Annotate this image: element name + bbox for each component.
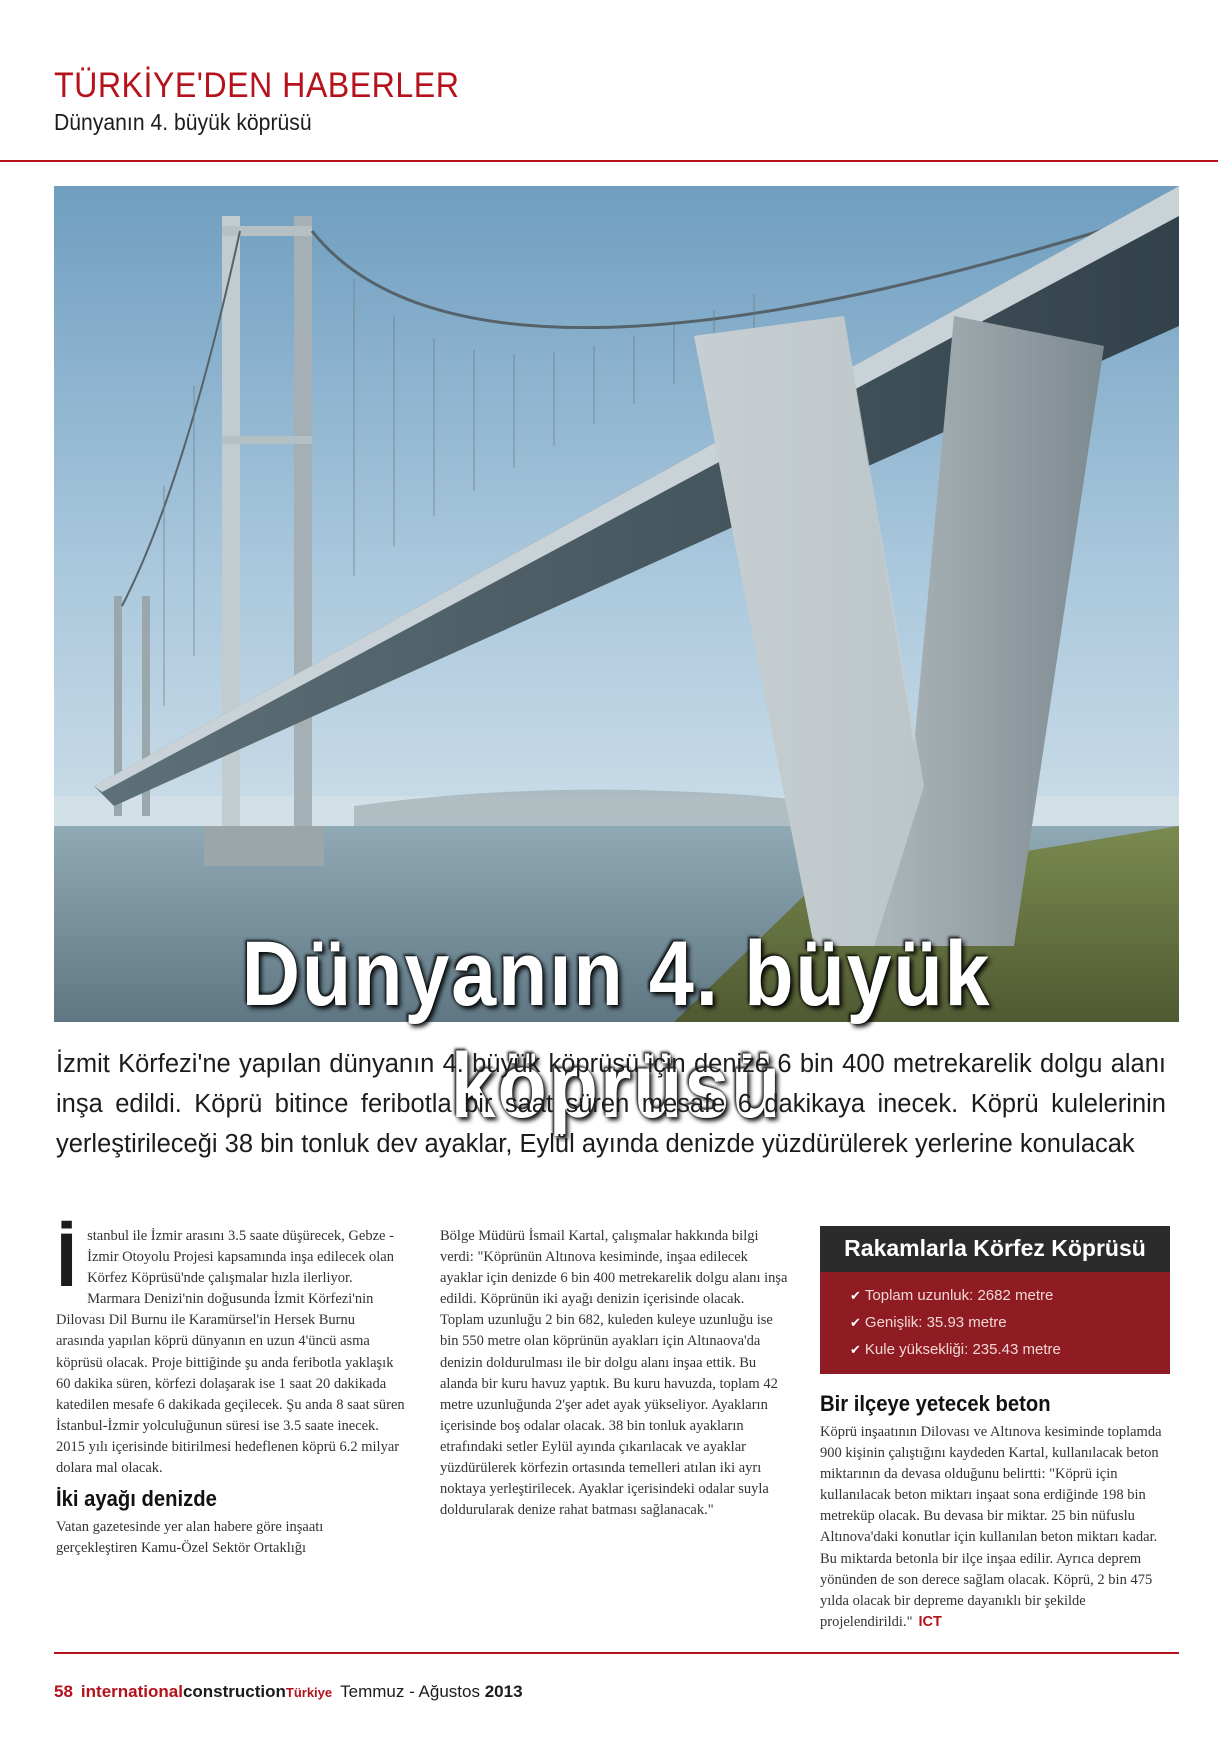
fact-box-title: Rakamlarla Körfez Köprüsü: [820, 1226, 1170, 1272]
fact-item: ✔ Toplam uzunluk: 2682 metre: [850, 1287, 1054, 1304]
hero-image: [54, 186, 1179, 1022]
article-paragraph: Bölge Müdürü İsmail Kartal, çalışmalar hakkında bilgi verdi: "Köprünün Altınova kesiminde, inşaa edilecek ayaklar için denizde 6 bin 400 metrekarelik dolgu alanı inşa edildi. Köprünün iki ayağı denizin içerisinde olacak. Toplam uzunluğu 2 bin 682, kuleden kuleye uzunluğu ise bin 550 metre olan köprünün ayakları için Altınaova'da denizin doldurulması ile bir dolgu alanı inşaa ettik. Bu alanda bir kuru havuz yaptık. Bu kuru havuzda, toplam 42 metre uzunluğunda 2'şer adet ayak yükseliyor. Ayakların içerisinde boş odalar olacak. 38 bin tonluk ayakların etrafındaki setler Eylül ayında çıkarılacak ve ayaklar yüzdürülerek körfezin ortasında temelleri atılan iki ayrı noktaya yerleştirilecek. Ayaklar içerisindeki odalar suyla doldurularak denize rahat batması sağlanacak.": [440, 1228, 788, 1519]
fact-box: [820, 1226, 1170, 1374]
signoff: ICT: [918, 1613, 942, 1630]
article-paragraph: stanbul ile İzmir arasını 3.5 saate düşürecek, Gebze - İzmir Otoyolu Projesi kapsamında inşa edilecek olan Körfez Köprüsü'nde çalışmalar hızla ilerliyor. Marmara Denizi'nin doğusunda İzmit Körfezi'nin Dilovası Dil Burnu ile Karamürsel'in Hersek Burnu arasında yapılan köprü dünyanın en uzun 4'üncü asma köprüsü olacak. Proje bittiğinde şu anda feribotla yaklaşık 60 dakika süren, körfezi dolaşarak ise 1 saat 20 dakikada katedilen mesafe 6 dakikada geçilecek. Şu anda 8 saat süren İstanbul-İzmir yolculuğunun süresi ise 3.5 saate inecek. 2015 yılı içerisinde bitirilmesi hedeflenen köprü 6.2 milyar dolara mal olacak.: [56, 1228, 405, 1477]
check-icon: ✔: [850, 1288, 861, 1303]
magazine-name-turkiye: Türkiye: [285, 1685, 333, 1700]
bottom-divider: [54, 1652, 1179, 1654]
section-title: TÜRKİYE'DEN HABERLER: [54, 66, 460, 105]
article-paragraph: Köprü inşaatının Dilovası ve Altınova kesiminde toplamda 900 kişinin çalıştığını kaydeden Kartal, kullanılacak beton miktarının da devasa olduğunu belirtti: "Köprü için kullanılacak beton miktarı inşaat sona erdiğinde 198 bin metreküp olacak. Bu devasa bir miktar. 25 bin nüfuslu Altınova'daki konutlar için kullanılan beton miktarı kadar. Bu miktarda betonla bir ilçe inşaa edilir. Ayrıca deprem yönünden de son derece sağlam olacak. Köprü, 2 bin 475 yılda olacak bir depreme dayanıklı bir şekilde projelendirildi." ICT: [820, 1424, 1162, 1630]
issue-year: 2013: [484, 1682, 523, 1701]
top-divider: [0, 160, 1218, 162]
issue-date: Temmuz - Ağustos: [340, 1682, 480, 1701]
check-icon: ✔: [850, 1315, 861, 1330]
section-header: [54, 66, 495, 136]
page-number: 58: [54, 1682, 73, 1701]
drop-cap: İ: [56, 1218, 78, 1303]
article-column-1: [56, 1218, 406, 1559]
fact-item: ✔ Genişlik: 35.93 metre: [850, 1314, 1007, 1331]
magazine-name-construction: construction: [182, 1682, 286, 1701]
fact-item: ✔ Kule yüksekliği: 235.43 metre: [850, 1341, 1061, 1358]
page-footer: [54, 1680, 523, 1705]
subheading-beton: Bir ilçeye yetecek beton: [820, 1391, 1051, 1416]
fact-box-body: [820, 1272, 1170, 1374]
bridge-illustration: [54, 186, 1179, 1022]
article-paragraph: Vatan gazetesinde yer alan habere göre inşaatı gerçekleştiren Kamu-Özel Sektör Ortaklığı: [56, 1519, 324, 1557]
section-subtitle: Dünyanın 4. büyük köprüsü: [54, 109, 312, 135]
magazine-name-international: international: [80, 1682, 183, 1701]
check-icon: ✔: [850, 1342, 861, 1357]
hero-headline: Dünyanın 4. büyük köprüsü: [241, 923, 992, 1137]
article-column-3: [820, 1384, 1170, 1633]
article-column-2: [440, 1226, 790, 1521]
lead-paragraph: İzmit Körfezi'ne yapılan dünyanın 4. büyük köprüsü için denize 6 bin 400 metrekarelik dolgu alanı inşa edildi. Köprü bitince feribotla bir saat süren mesafe 6 dakikaya inecek. Köprü kulelerinin yerleştirileceği 38 bin tonluk dev ayaklar, Eylül ayında denizde yüzdürülerek yerlerine konulacak: [56, 1050, 1166, 1158]
subheading-iki-ayagi: İki ayağı denizde: [56, 1486, 217, 1512]
